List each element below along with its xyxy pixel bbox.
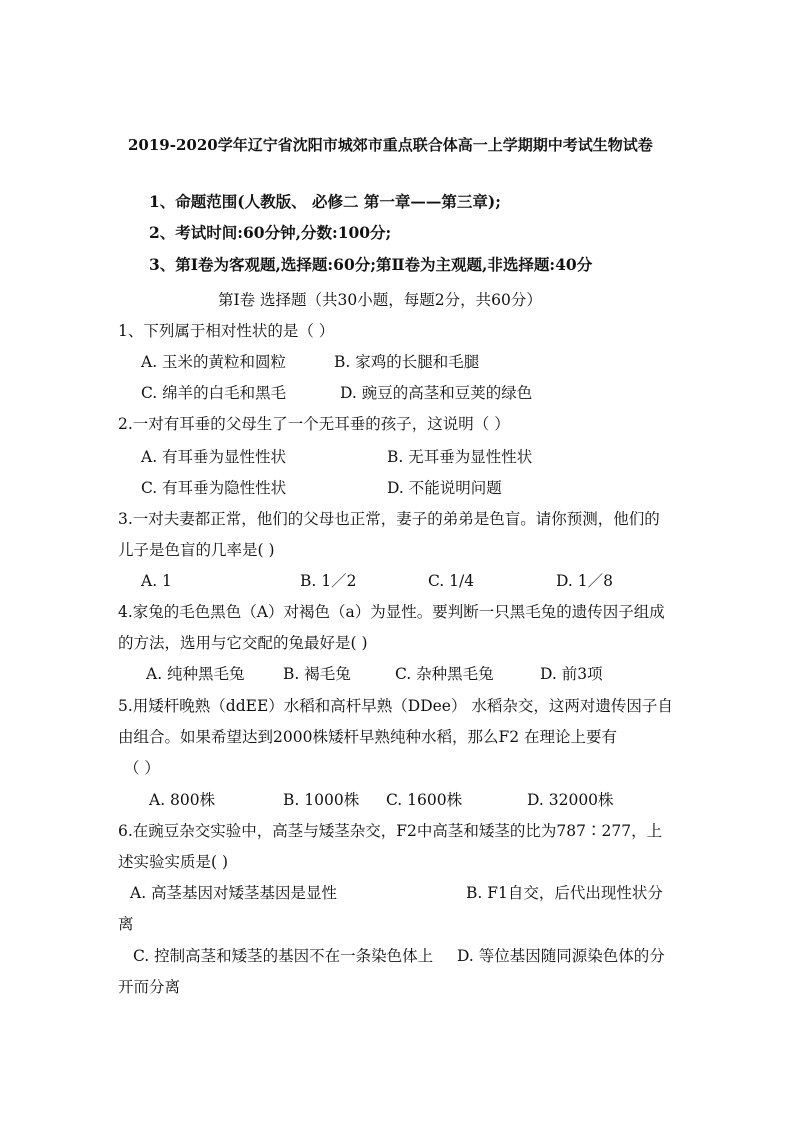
- question-6-stem-line-1: 6.在豌豆杂交实验中，高茎与矮茎杂交，F2中高茎和矮茎的比为787∶277，上: [118, 822, 663, 840]
- question-6-stem-line-2: 述实验实质是( ): [118, 853, 229, 871]
- question-2-option-b: B. 无耳垂为显性性状: [387, 448, 533, 466]
- question-5-stem-line-1: 5.用矮杆晚熟（ddEE）水稻和高杆早熟（DDee） 水稻杂交，这两对遗传因子自: [118, 697, 673, 715]
- question-1-option-a: A. 玉米的黄粒和圆粒: [141, 353, 287, 371]
- exam-title: 2019-2020学年辽宁省沈阳市城郊市重点联合体高一上学期期中考试生物试卷: [128, 136, 653, 154]
- question-2-stem: 2.一对有耳垂的父母生了一个无耳垂的孩子，这说明（ ）: [118, 415, 510, 433]
- note-2: 2、考试时间:60分钟,分数:100分;: [149, 223, 392, 242]
- question-3-stem-line-1: 3.一对夫妻都正常，他们的父母也正常，妻子的弟弟是色盲。请你预测，他们的: [118, 510, 660, 528]
- question-6-option-d: D. 等位基因随同源染色体的分: [457, 947, 665, 965]
- question-1-stem: 1、下列属于相对性状的是（ ）: [118, 322, 335, 340]
- question-1-option-d: D. 豌豆的高茎和豆荚的绿色: [340, 384, 533, 402]
- question-6-option-c: C. 控制高茎和矮茎的基因不在一条染色体上: [133, 947, 434, 965]
- question-2-option-d: D. 不能说明问题: [387, 479, 502, 497]
- question-5-stem-line-2: 由组合。如果希望达到2000株矮杆早熟纯种水稻，那么F2 在理论上要有: [118, 728, 617, 746]
- note-3: 3、第Ⅰ卷为客观题,选择题:60分;第Ⅱ卷为主观题,非选择题:40分: [149, 255, 593, 274]
- question-6-option-b-wrap: 离: [118, 915, 134, 933]
- question-3-stem-line-2: 儿子是色盲的几率是( ): [118, 541, 275, 559]
- question-1-option-b: B. 家鸡的长腿和毛腿: [334, 353, 480, 371]
- question-6-option-d-wrap: 开而分离: [118, 978, 181, 996]
- question-3-option-d: D. 1／8: [556, 572, 613, 590]
- question-5-stem-line-3: （ ）: [124, 759, 160, 777]
- section-heading: 第Ⅰ卷 选择题（共30小题，每题2分，共60分）: [218, 291, 542, 309]
- question-2-option-c: C. 有耳垂为隐性性状: [141, 479, 287, 497]
- question-4-option-b: B. 褐毛兔: [283, 665, 351, 683]
- question-4-option-d: D. 前3项: [540, 665, 603, 683]
- question-5-option-a: A. 800株: [149, 791, 216, 809]
- question-3-option-b: B. 1／2: [300, 572, 357, 590]
- question-1-option-c: C. 绵羊的白毛和黑毛: [141, 384, 287, 402]
- question-3-option-c: C. 1/4: [428, 572, 475, 590]
- question-4-option-a: A. 纯种黑毛兔: [146, 665, 245, 683]
- question-6-option-a: A. 高茎基因对矮茎基因是显性: [130, 884, 338, 902]
- question-6-option-b: B. F1自交，后代出现性状分: [466, 884, 663, 902]
- question-5-option-d: D. 32000株: [527, 791, 614, 809]
- question-4-stem-line-1: 4.家兔的毛色黑色（A）对褐色（a）为显性。要判断一只黑毛兔的遗传因子组成: [118, 603, 665, 621]
- question-2-option-a: A. 有耳垂为显性性状: [141, 448, 287, 466]
- question-4-stem-line-2: 的方法，选用与它交配的兔最好是( ): [118, 634, 368, 652]
- question-5-option-b: B. 1000株: [283, 791, 360, 809]
- question-3-option-a: A. 1: [141, 572, 172, 590]
- question-4-option-c: C. 杂种黑毛兔: [395, 665, 494, 683]
- note-1: 1、命题范围(人教版、 必修二 第一章——第三章);: [149, 192, 501, 211]
- question-5-option-c: C. 1600株: [386, 791, 463, 809]
